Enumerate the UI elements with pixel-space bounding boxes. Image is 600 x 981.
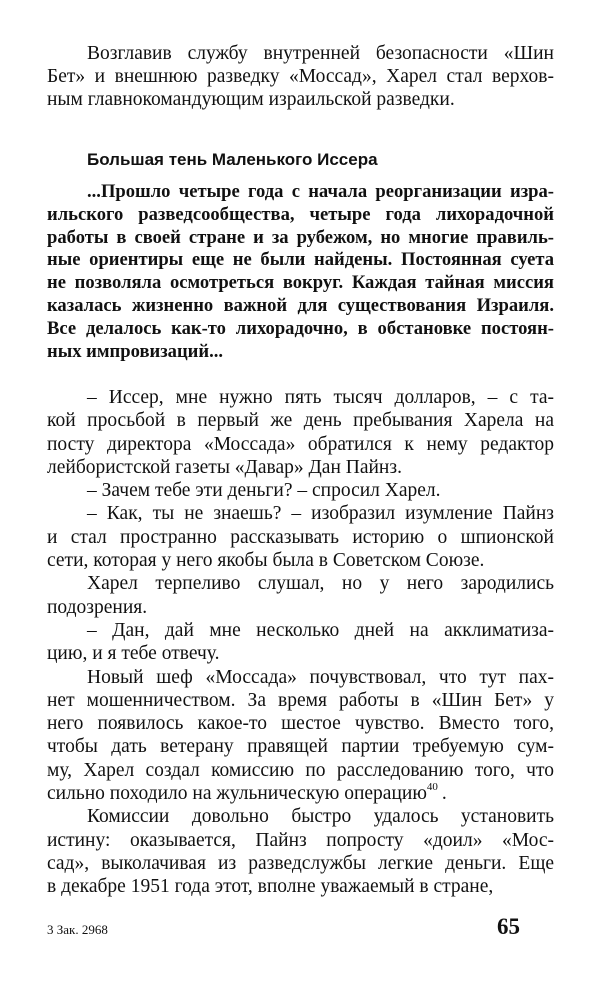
line-text: него появилось какое-то шестое чувство. Вместо того, [47, 713, 554, 735]
line-text: подозрения. [47, 596, 148, 618]
epigraph-line [47, 295, 554, 318]
line-text: лейбористской газеты «Давар» Дан Пайнз. [47, 456, 402, 478]
section-heading: Большая тень Маленького Иссера [87, 150, 378, 169]
sentence-end: . [441, 783, 447, 805]
body-line [47, 829, 554, 852]
intro-paragraph [47, 42, 554, 111]
body-line [47, 502, 554, 525]
line-text: – Как, ты не знаешь? – изобразил изумление Пайнз [87, 503, 554, 525]
body-line [47, 479, 554, 502]
body-line [47, 782, 554, 805]
body-line [47, 386, 554, 409]
line-text: ...Прошло четыре года с начала реорганизации изра- [87, 181, 554, 202]
line-text: чтобы дать ветерану правящей партии требуемую сум- [47, 736, 554, 758]
line-text: посту директора «Моссада» обратился к нему редактор [47, 433, 554, 455]
line-text: кой просьбой в первый же день пребывания Харела на [47, 410, 554, 432]
body-line [47, 666, 554, 689]
line-text: Бет» и внешнюю разведку «Моссад», Харел стал верхов- [47, 66, 554, 87]
line-text: сети, которая у него якобы была в Советском Союзе. [47, 550, 485, 572]
body-line [47, 549, 554, 572]
line-text: нет мошенничеством. За время работы в «Шин Бет» у [47, 689, 554, 711]
body-line [47, 433, 554, 456]
line-text: му, Харел создал комиссию по расследованию того, что [47, 759, 554, 781]
body-line [47, 852, 554, 875]
line-text: работы в своей стране и за рубежом, но многие правиль- [47, 226, 554, 248]
text-line [47, 65, 554, 88]
line-text: ным главнокомандующим израильской разведки. [47, 89, 455, 110]
epigraph-line [47, 249, 554, 272]
epigraph-line [47, 227, 554, 250]
page-number: 65 [497, 914, 520, 939]
epigraph-paragraph [47, 181, 554, 363]
epigraph-line [47, 318, 554, 341]
line-text: казалась жизненно важной для существования Израиля. [47, 294, 554, 316]
line-text: ные ориентиры еще не были найдены. Постоянная суета [47, 249, 554, 271]
text-line [47, 88, 554, 111]
line-text: ильского разведсообщества, четыре года лихорадочной [47, 203, 554, 225]
body-line [47, 759, 554, 782]
line-text: цию, и я тебе отвечу. [47, 643, 220, 665]
body-line [47, 642, 554, 665]
epigraph-line [47, 204, 554, 227]
body-line [47, 689, 554, 712]
footnote-reference[interactable]: 40 [426, 781, 438, 794]
line-text: Харел терпеливо слушал, но у него зародились [87, 573, 554, 595]
body-text [47, 386, 554, 899]
text-line [47, 42, 554, 65]
line-text: и стал пространно рассказывать историю о шпионской [47, 526, 554, 548]
epigraph-line [47, 341, 554, 364]
print-order-note: 3 Зак. 2968 [47, 922, 108, 937]
line-text: Возглавив службу внутренней безопасности «Шин [87, 43, 554, 64]
line-text: сад», выколачивая из разведслужбы легкие деньги. Еще [47, 852, 554, 874]
line-text: – Зачем тебе эти деньги? – спросил Харел. [87, 480, 441, 502]
body-line [47, 619, 554, 642]
line-text: в декабре 1951 года этот, вполне уважаемый в стране, [47, 876, 494, 898]
line-text: истину: оказывается, Пайнз попросту «доил» «Мос- [47, 829, 554, 851]
body-line [47, 456, 554, 479]
epigraph-line [47, 272, 554, 295]
line-text: сильно походило на жульническую операцию [47, 783, 427, 805]
line-text: не позволяла осмотреться вокруг. Каждая тайная миссия [47, 272, 554, 294]
body-line [47, 712, 554, 735]
body-line [47, 572, 554, 595]
body-line [47, 409, 554, 432]
body-line [47, 875, 554, 898]
body-line [47, 526, 554, 549]
body-line [47, 805, 554, 828]
line-text: ных импровизаций... [47, 340, 224, 362]
line-text: – Иссер, мне нужно пять тысяч долларов, – с та- [87, 387, 554, 408]
epigraph-line [47, 181, 554, 204]
line-text: Новый шеф «Моссада» почувствовал, что тут пах- [87, 666, 554, 688]
line-text: Комиссии довольно быстро удалось установить [87, 806, 554, 828]
body-line [47, 735, 554, 758]
line-text: – Дан, дай мне несколько дней на акклиматиза- [87, 619, 554, 641]
line-text: Все делалось как-то лихорадочно, в обстановке постоян- [47, 317, 554, 339]
body-line [47, 596, 554, 619]
